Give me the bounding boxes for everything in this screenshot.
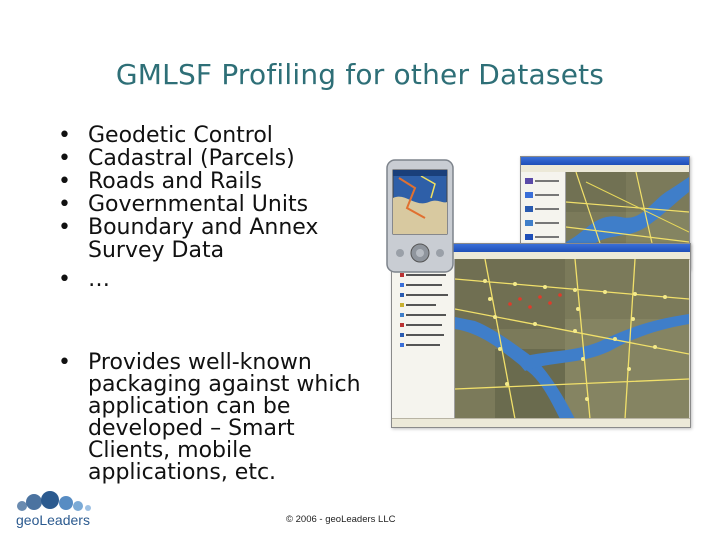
toc-tree	[392, 259, 454, 419]
bullet-item-benefit: • Provides well-known packaging against which application can be developed – Smart Clients, mobile applications, etc.	[52, 352, 372, 484]
window-titlebar	[521, 157, 689, 165]
layer-table-of-contents	[392, 259, 455, 419]
benefit-list	[52, 352, 372, 484]
dataset-list	[52, 124, 372, 291]
map-imagery-front	[455, 259, 689, 419]
bullet-item: • Cadastral (Parcels)	[52, 147, 372, 170]
logo-text: geoLeaders	[16, 512, 90, 528]
window-statusbar	[392, 418, 690, 427]
bullet-item-ellipsis: • …	[52, 268, 372, 291]
bullet-item: • Geodetic Control	[52, 124, 372, 147]
geoleaders-logo	[14, 490, 134, 532]
copyright-text: © 2006 - geoLeaders LLC	[286, 514, 396, 525]
bullet-item: • Boundary and Annex Survey Data	[52, 216, 372, 262]
map-canvas-front	[455, 259, 690, 419]
pda-illustration	[385, 158, 457, 276]
bullet-item: • Roads and Rails	[52, 170, 372, 193]
bullet-item: • Governmental Units	[52, 193, 372, 216]
slide-title: GMLSF Profiling for other Datasets	[115, 58, 605, 91]
pda-device-icon	[385, 158, 457, 276]
